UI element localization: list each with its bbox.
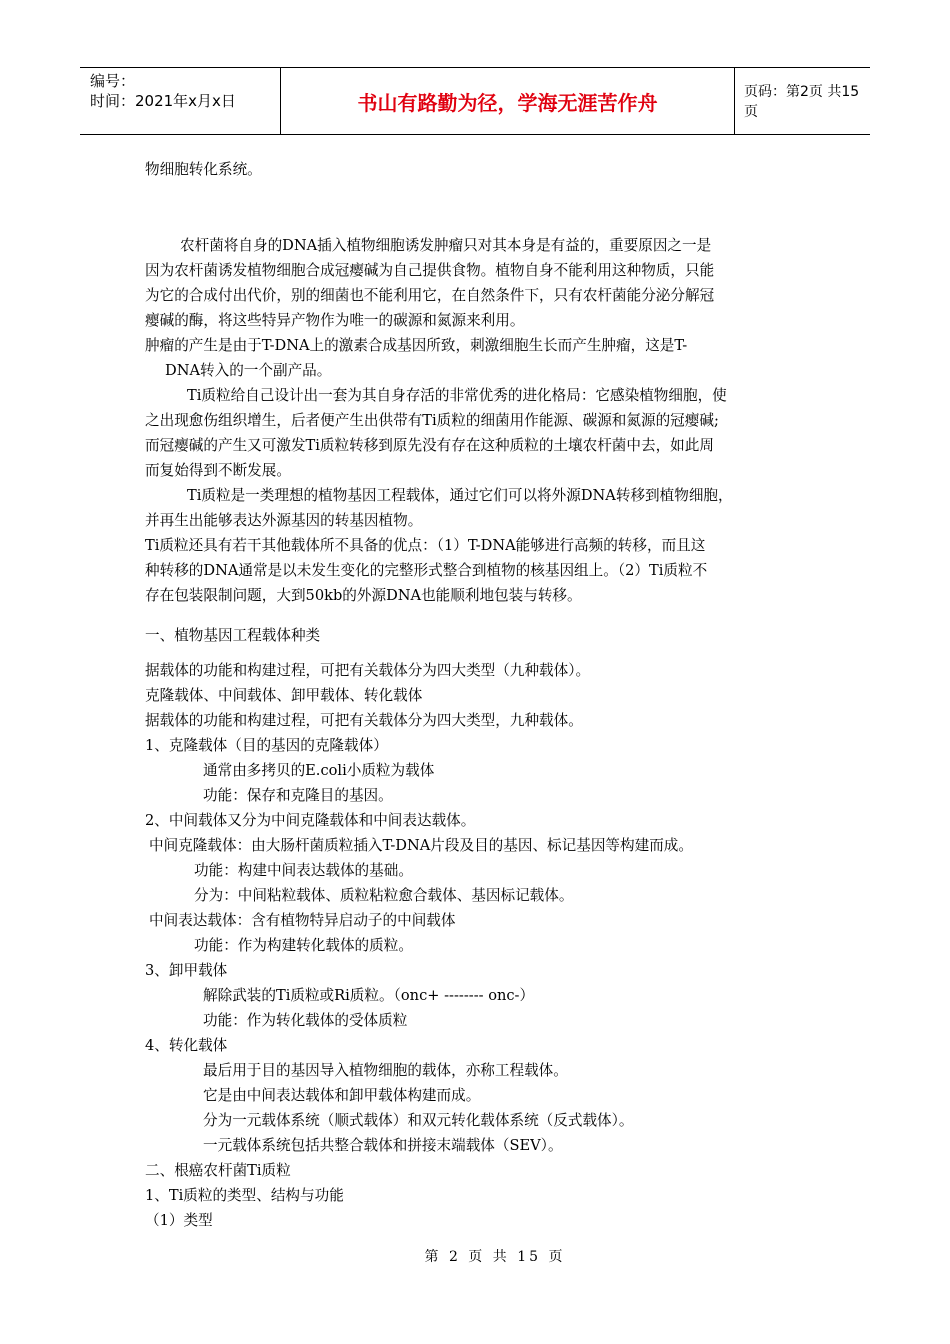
text-line: 之出现愈伤组织增生，后者便产生出供带有Ti质粒的细菌用作能源、碳源和氮源的冠瘿碱;	[145, 412, 719, 429]
text-line: 功能：作为转化载体的受体质粒	[203, 1012, 408, 1029]
text-line: DNA转入的一个副产品。	[165, 362, 332, 379]
text-line: 并再生出能够表达外源基因的转基因植物。	[145, 512, 423, 529]
text-line: 因为农杆菌诱发植物细胞合成冠瘿碱为自己提供食物。植物自身不能利用这种物质，只能	[145, 262, 715, 279]
text-line: 物细胞转化系统。	[145, 161, 262, 178]
text-line: （1）类型	[145, 1212, 213, 1229]
document-number: 编号：	[90, 72, 136, 90]
text-line: 4、转化载体	[145, 1037, 228, 1054]
text-line: Ti质粒还具有若干其他载体所不具备的优点：（1）T-DNA能够进行高频的转移，而且这	[145, 537, 706, 554]
text-line: 2、中间载体又分为中间克隆载体和中间表达载体。	[145, 812, 476, 829]
text-line: 功能：构建中间表达载体的基础。	[194, 862, 413, 879]
page-footer: 第 2 页 共 15 页	[424, 1249, 566, 1265]
text-line: Ti质粒是一类理想的植物基因工程载体，通过它们可以将外源DNA转移到植物细胞，	[187, 487, 733, 504]
text-line: 功能：作为构建转化载体的质粒。	[194, 937, 413, 954]
text-line: 分为：中间粘粒载体、质粒粘粒愈合载体、基因标记载体。	[194, 887, 574, 904]
text-line: 据载体的功能和构建过程，可把有关载体分为四大类型（九种载体）。	[145, 662, 591, 679]
header-meta	[80, 68, 281, 134]
text-line: 而复始得到不断发展。	[145, 462, 291, 479]
text-line: 存在包装限制问题，大到50kb的外源DNA也能顺利地包装与转移。	[145, 587, 582, 604]
text-line: 解除武装的Ti质粒或Ri质粒。（onc+ -------- onc-）	[203, 987, 535, 1004]
header-page-info: 页码：第2页 共15页	[744, 84, 860, 120]
text-line: 1、Ti质粒的类型、结构与功能	[145, 1187, 344, 1204]
text-line: 据载体的功能和构建过程，可把有关载体分为四大类型，九种载体。	[145, 712, 583, 729]
text-line: 它是由中间表达载体和卸甲载体构建而成。	[203, 1087, 481, 1104]
text-line: 二、根癌农杆菌Ti质粒	[145, 1162, 291, 1179]
text-line: 一元载体系统包括共整合载体和拼接末端载体（SEV）。	[203, 1137, 563, 1154]
text-line: 通常由多拷贝的E.coli小质粒为载体	[203, 762, 435, 779]
document-date: 时间：2021年x月x日	[90, 92, 236, 110]
text-line: 中间表达载体：含有植物特异启动子的中间载体	[149, 912, 456, 929]
page-header	[80, 67, 870, 135]
text-line: 种转移的DNA通常是以未发生变化的完整形式整合到植物的核基因组上。（2）Ti质粒不	[145, 562, 708, 579]
text-line: 最后用于目的基因导入植物细胞的载体，亦称工程载体。	[203, 1062, 568, 1079]
text-line: 而冠瘿碱的产生又可激发Ti质粒转移到原先没有存在这种质粒的土壤农杆菌中去，如此周	[145, 437, 714, 454]
text-line: 肿瘤的产生是由于T-DNA上的激素合成基因所致，刺激细胞生长而产生肿瘤，这是T-	[145, 337, 688, 354]
text-line: 一、植物基因工程载体种类	[145, 627, 321, 644]
text-line: 功能：保存和克隆目的基因。	[203, 787, 393, 804]
text-line: 瘿碱的酶，将这些特异产物作为唯一的碳源和氮源来利用。	[145, 312, 525, 329]
text-line: 中间克隆载体：由大肠杆菌质粒插入T-DNA片段及目的基因、标记基因等构建而成。	[149, 837, 693, 854]
text-line: 分为一元载体系统（顺式载体）和双元转化载体系统（反式载体）。	[203, 1112, 634, 1129]
text-line: 农杆菌将自身的DNA插入植物细胞诱发肿瘤只对其本身是有益的，重要原因之一是	[180, 237, 712, 254]
text-line: Ti质粒给自己设计出一套为其自身存活的非常优秀的进化格局：它感染植物细胞，使	[187, 387, 727, 404]
text-line: 克隆载体、中间载体、卸甲载体、转化载体	[145, 687, 423, 704]
text-line: 3、卸甲载体	[145, 962, 228, 979]
header-motto: 书山有路勤为径，学海无涯苦作舟	[281, 68, 735, 134]
text-line: 为它的合成付出代价，别的细菌也不能利用它，在自然条件下，只有农杆菌能分泌分解冠	[145, 287, 715, 304]
text-line: 1、克隆载体（目的基因的克隆载体）	[145, 737, 388, 754]
